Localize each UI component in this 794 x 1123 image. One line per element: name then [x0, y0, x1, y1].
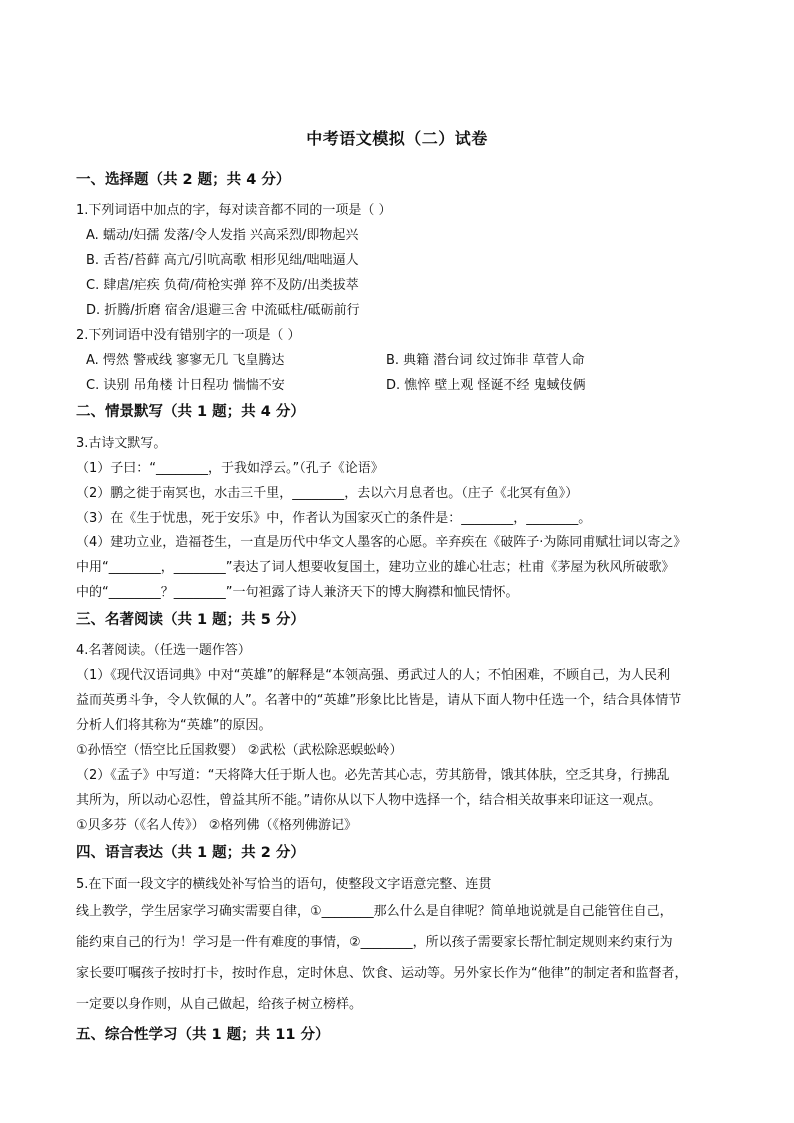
- question-5-line-1: 线上教学，学生居家学习确实需要自律，①________那么什么是自律呢？简单地说就是自己能管住自己，: [76, 904, 673, 919]
- section-heading-classics: 三、名著阅读（共 1 题；共 5 分）: [76, 612, 305, 628]
- question-1-option-d: D. 折腾/折磨 宿舍/退避三舍 中流砥柱/砥砺前行: [86, 303, 360, 318]
- question-1-option-c: C. 肆虐/疟疾 负荷/荷枪实弹 猝不及防/出类拔萃: [86, 278, 359, 293]
- question-4-line-2: 益而英勇斗争，令人钦佩的人”。名著中的“英雄”形象比比皆是，请从下面人物中任选一个，结合具体情节: [76, 693, 682, 708]
- question-4-line-6: 其所为，所以动心忍性，曾益其所不能。”请你从以下人物中选择一个，结合相关故事来印证这一观点。: [76, 793, 662, 808]
- section-heading-comprehensive: 五、综合性学习（共 1 题；共 11 分）: [76, 1027, 330, 1043]
- question-5-stem: 5.在下面一段文字的横线处补写恰当的语句，使整段文字语意完整、连贯: [76, 877, 492, 892]
- question-2-option-a: A. 愕然 警戒线 寥寥无几 飞皇腾达: [86, 353, 285, 368]
- question-2-option-d: D. 憔悴 壁上观 怪诞不经 鬼蜮伎俩: [386, 378, 586, 393]
- question-3-line-6: 中的“________？________”一句袒露了诗人兼济天下的博大胸襟和恤民情怀。: [76, 585, 519, 600]
- question-3-line-2: （2）鹏之徙于南冥也，水击三千里，________，去以六月息者也。（庄子《北冥有鱼》）: [76, 486, 579, 501]
- section-heading-choice: 一、选择题（共 2 题；共 4 分）: [76, 172, 291, 188]
- question-1-option-b: B. 舌苔/苔藓 高亢/引吭高歌 相形见绌/咄咄逼人: [86, 253, 359, 268]
- question-3-line-1: （1）子曰：“________，于我如浮云。”（孔子《论语》: [76, 461, 384, 476]
- question-3-line-4: （4）建功立业，造福苍生，一直是历代中华文人墨客的心愿。辛弃疾在《破阵子·为陈同甫赋壮词以寄之》: [76, 535, 687, 550]
- question-4-line-7: ①贝多芬（《名人传》） ②格列佛（《格列佛游记》: [76, 818, 357, 833]
- question-4-line-1: （1）《现代汉语词典》中对“英雄”的解释是“本领高强、勇武过人的人；不怕困难，不顾自己，为人民利: [76, 668, 670, 683]
- section-heading-recitation: 二、情景默写（共 1 题；共 4 分）: [76, 404, 305, 420]
- section-heading-expression: 四、语言表达（共 1 题；共 2 分）: [76, 845, 305, 861]
- question-1-option-a: A. 蠕动/妇孺 发落/令人发指 兴高采烈/即物起兴: [86, 228, 359, 243]
- question-3-line-3: （3）在《生于忧患，死于安乐》中，作者认为国家灭亡的条件是：________，________。: [76, 511, 592, 526]
- question-2-option-b: B. 典籍 潜台词 纹过饰非 草菅人命: [386, 353, 585, 368]
- question-4-stem: 4.名著阅读。（任选一题作答）: [76, 643, 251, 658]
- question-3-line-5: 中用“________，________”表达了词人想要收复国土，建功立业的雄心壮志；杜甫《茅屋为秋风所破歌》: [76, 560, 675, 575]
- question-2-option-c: C. 诀别 吊角楼 计日程功 惴惴不安: [86, 378, 285, 393]
- question-5-line-2: 能约束自己的行为！学习是一件有难度的事情，②________，所以孩子需要家长帮忙制定规则来约束行为: [76, 935, 673, 950]
- question-4-line-5: （2）《孟子》中写道：“天将降大任于斯人也。必先苦其心志，劳其筋骨，饿其体肤，空乏其身，行拂乱: [76, 768, 670, 783]
- question-5-line-3: 家长要叮嘱孩子按时打卡，按时作息，定时休息、饮食、运动等。另外家长作为“他律”的制定者和监督者，: [76, 966, 688, 981]
- question-5-line-4: 一定要以身作则，从自己做起，给孩子树立榜样。: [76, 997, 363, 1012]
- question-4-line-3: 分析人们将其称为“英雄”的原因。: [76, 718, 272, 733]
- question-1-stem: 1.下列词语中加点的字，每对读音都不同的一项是（ ）: [76, 203, 392, 218]
- question-3-stem: 3.古诗文默写。: [76, 436, 167, 451]
- page-title: 中考语文模拟（二）试卷: [306, 129, 488, 148]
- question-2-stem: 2.下列词语中没有错别字的一项是（ ）: [76, 328, 301, 343]
- question-4-line-4: ①孙悟空（悟空比丘国救婴） ②武松（武松除恶蜈蚣岭）: [76, 743, 403, 758]
